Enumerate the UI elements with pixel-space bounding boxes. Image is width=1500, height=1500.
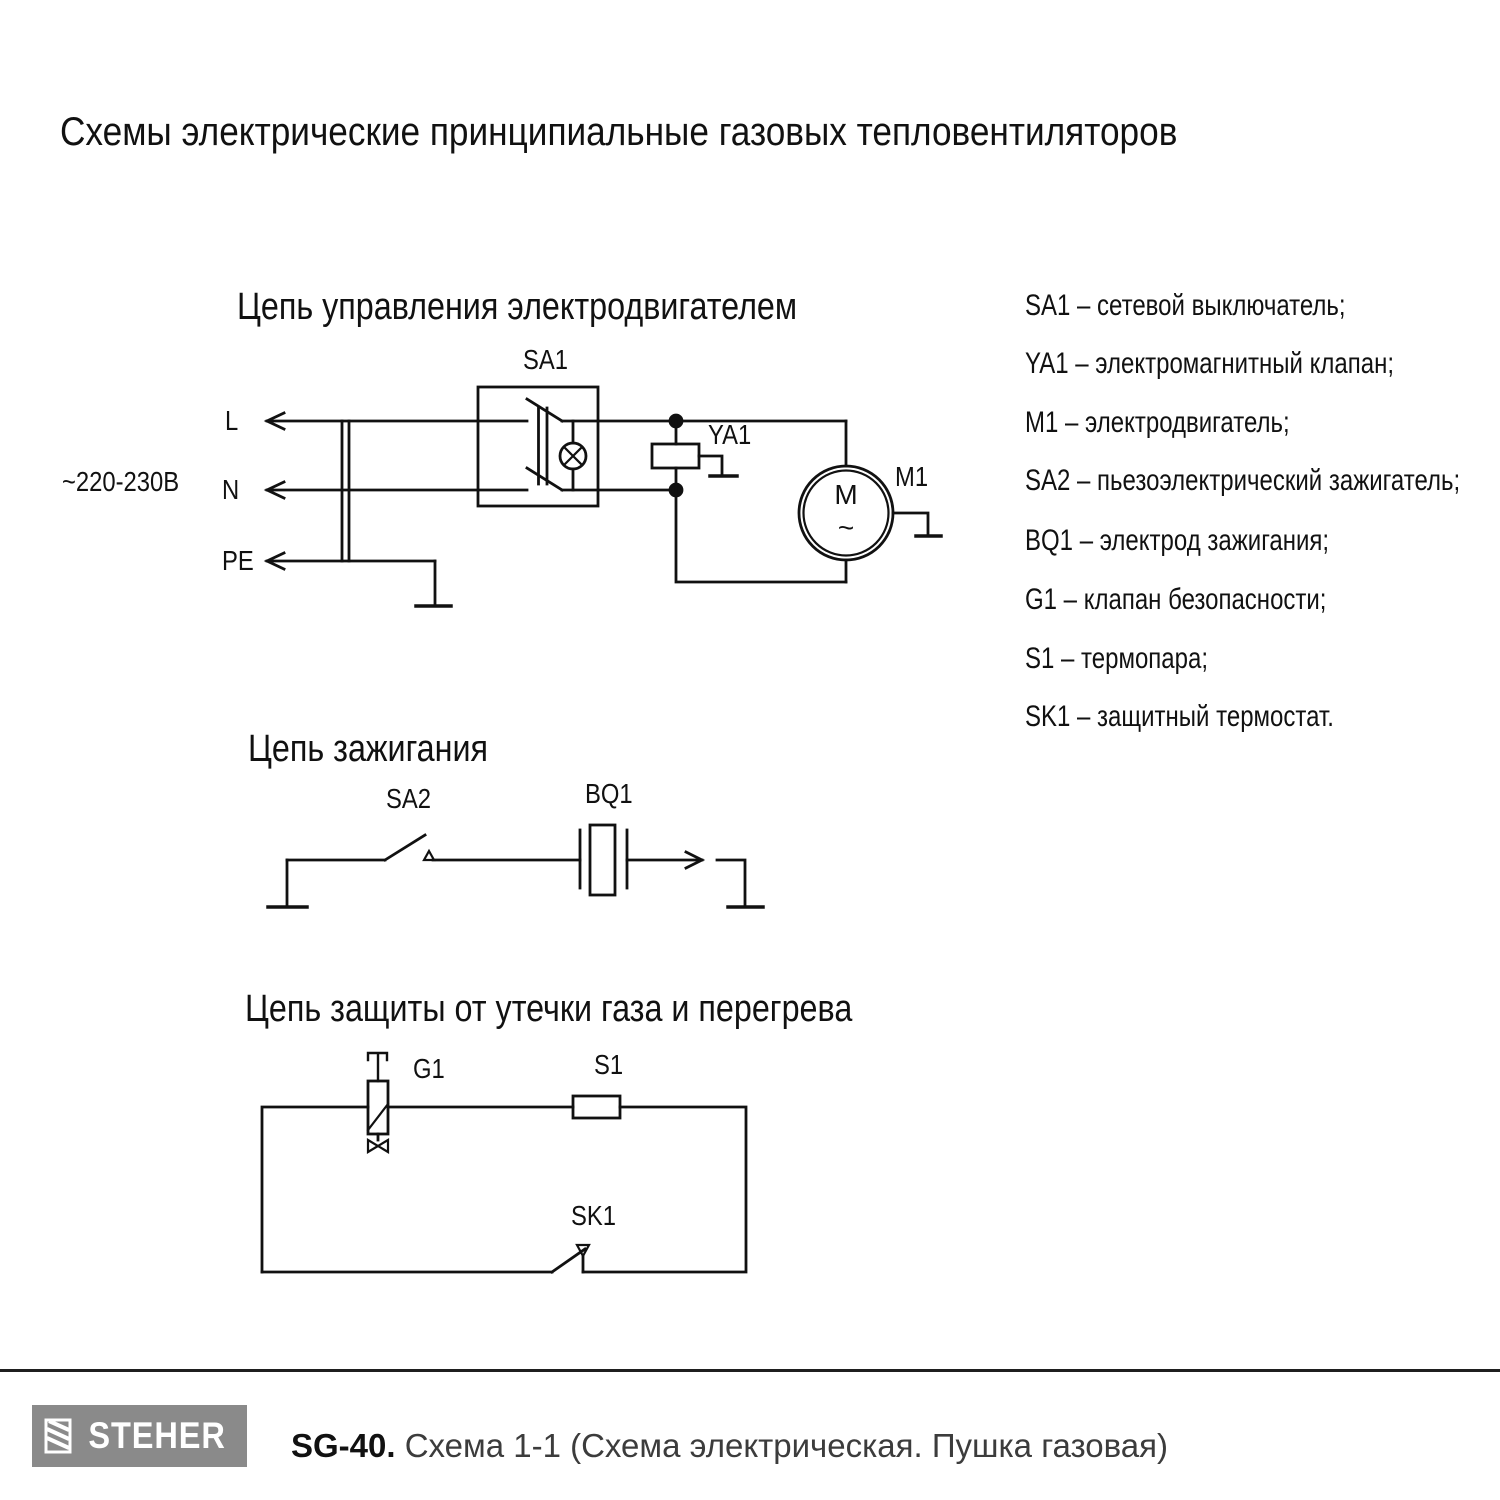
- legend-item: BQ1 – электрод зажигания;: [1025, 524, 1330, 557]
- legend-item: G1 – клапан безопасности;: [1025, 583, 1327, 616]
- footer-caption: [291, 1427, 1168, 1465]
- sa1-linkage: [539, 408, 548, 484]
- scheme-description: Схема 1-1 (Схема электрическая. Пушка газовая): [404, 1427, 1168, 1464]
- terminal-n-label: N: [222, 474, 240, 505]
- s1-label: S1: [594, 1049, 624, 1080]
- legend-item: YA1 – электромагнитный клапан;: [1025, 347, 1395, 380]
- ya1-label: YA1: [708, 419, 752, 450]
- sa1-lamp-cross: [564, 447, 582, 465]
- ya1-earth-lead: [699, 456, 722, 474]
- motor-earth-lead: [893, 513, 928, 534]
- legend-item: SA2 – пьезоэлектрический зажигатель;: [1025, 464, 1461, 497]
- ya1-lead-bottom: [676, 468, 846, 582]
- page-title: Схемы электрические принципиальные газовых тепловентиляторов: [60, 110, 1178, 154]
- motor-letter: M: [834, 479, 858, 510]
- s1-thermocouple: [573, 1096, 620, 1118]
- g1-valve-bowtie-icon: [368, 1140, 388, 1152]
- legend-item: M1 – электродвигатель;: [1025, 406, 1290, 439]
- circuit1-title: Цепь управления электродвигателем: [237, 286, 798, 328]
- sa1-blade-bottom: [527, 468, 562, 490]
- sa2-label: SA2: [386, 783, 431, 814]
- ya1-coil: [652, 444, 699, 468]
- bq1-electrode: [590, 825, 615, 895]
- legend-item: SK1 – защитный термостат.: [1025, 700, 1334, 733]
- terminal-pe-label: PE: [222, 545, 254, 576]
- loop-right: [583, 1107, 746, 1272]
- bq1-label: BQ1: [585, 778, 633, 809]
- circuit3-title: Цепь защиты от утечки газа и перегрева: [245, 988, 853, 1030]
- steher-logo: [32, 1405, 247, 1467]
- terminal-l-label: L: [225, 405, 239, 436]
- brand-name: STEHER: [88, 1415, 226, 1456]
- sk1-label: SK1: [571, 1200, 616, 1231]
- sa2-blade: [385, 835, 425, 860]
- m1-label: M1: [895, 461, 929, 492]
- motor-ac-symbol: ~: [837, 512, 855, 543]
- g1-label: G1: [413, 1053, 445, 1084]
- circuit2-title: Цепь зажигания: [248, 728, 488, 770]
- g1-valve-diagonal: [368, 1104, 388, 1130]
- loop-left-top: [262, 1107, 368, 1272]
- legend-item: S1 – термопара;: [1025, 642, 1209, 675]
- bq1-earth-corner: [717, 860, 745, 906]
- sa1-label: SA1: [523, 344, 568, 375]
- model-number: SG-40.: [291, 1427, 396, 1464]
- legend-item: SA1 – сетевой выключатель;: [1025, 289, 1346, 322]
- protection-circuit-drawing: [262, 1053, 746, 1272]
- g1-thermo-icon: [368, 1053, 387, 1081]
- voltage-label: ~220-230В: [62, 466, 180, 497]
- footer-divider: [0, 1369, 1500, 1372]
- ignition-circuit-drawing: [268, 825, 763, 907]
- steher-logo-mark-icon: [44, 1417, 72, 1455]
- sa1-blade-top: [527, 399, 562, 421]
